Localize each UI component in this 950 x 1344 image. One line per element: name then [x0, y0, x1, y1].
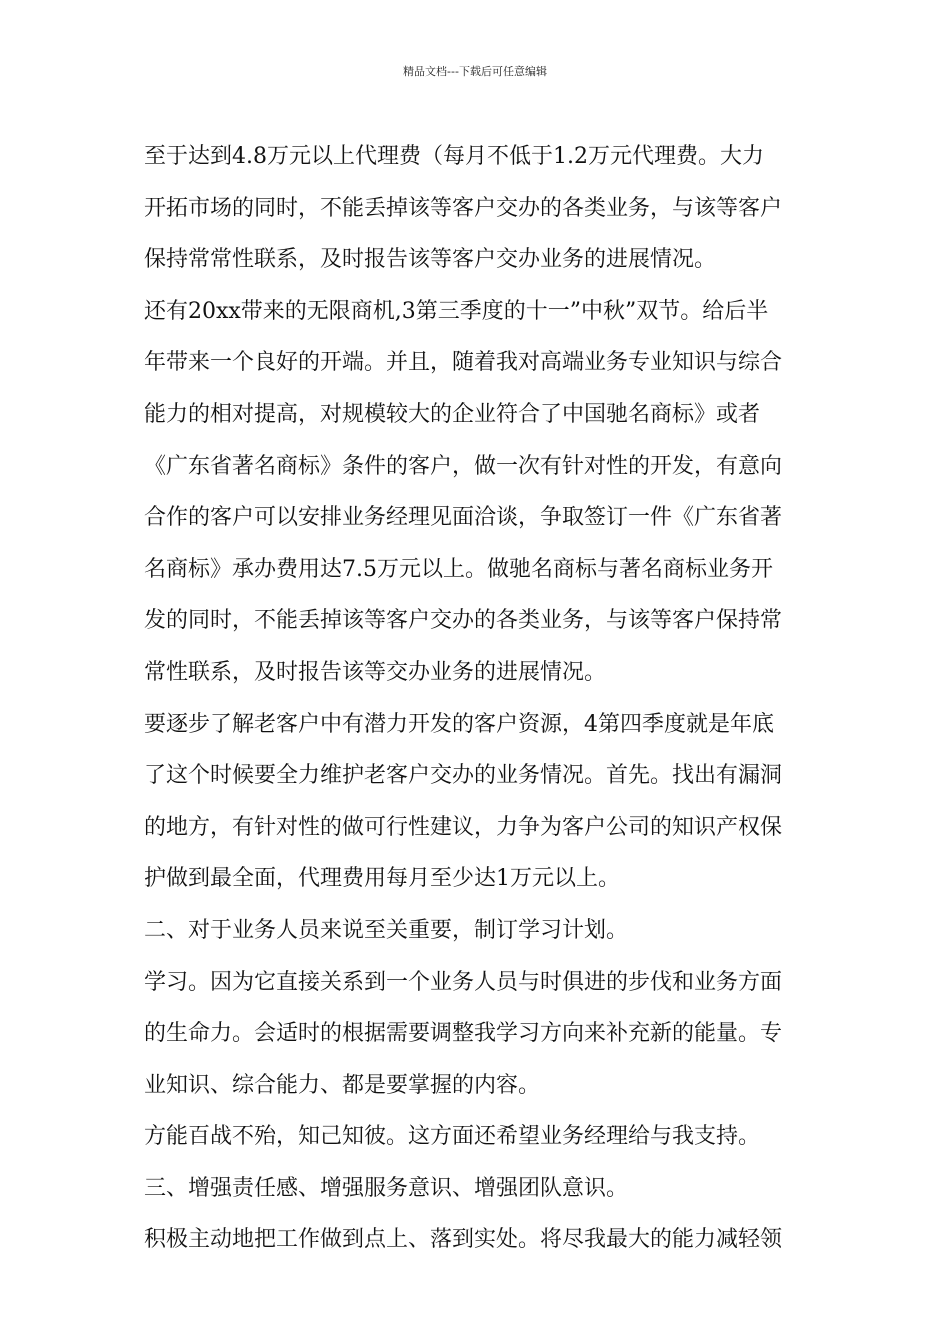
page-header: 精品文档---下载后可任意编辑 — [403, 65, 547, 78]
text-line: 保持常常性联系，及时报告该等客户交办业务的进展情况。 — [144, 247, 717, 273]
text-line: 业知识、综合能力、都是要掌握的内容。 — [144, 1072, 541, 1098]
text-line: 还有20xx带来的无限商机,3第三季度的十一”中秋”双节。给后半 — [144, 298, 769, 324]
document-body — [144, 131, 808, 1266]
text-line: 能力的相对提高，对规模较大的企业符合了中国驰名商标》或者 — [144, 401, 761, 427]
text-line: 常性联系，及时报告该等交办业务的进展情况。 — [144, 659, 607, 685]
text-line: 方能百战不殆，知己知彼。这方面还希望业务经理给与我支持。 — [144, 1124, 761, 1150]
text-line: 的地方，有针对性的做可行性建议，力争为客户公司的知识产权保 — [144, 814, 783, 840]
text-line: 名商标》承办费用达7.5万元以上。做驰名商标与著名商标业务开 — [144, 556, 773, 582]
text-line: 的生命力。会适时的根据需要调整我学习方向来补充新的能量。专 — [144, 1021, 783, 1047]
text-line: 了这个时候要全力维护老客户交办的业务情况。首先。找出有漏洞 — [144, 763, 783, 789]
text-line: 要逐步了解老客户中有潜力开发的客户资源，4第四季度就是年底 — [144, 711, 774, 737]
section-heading: 三、增强责任感、增强服务意识、增强团队意识。 — [144, 1175, 629, 1201]
text-line: 发的同时，不能丢掉该等客户交办的各类业务，与该等客户保持常 — [144, 608, 783, 634]
text-line: 护做到最全面，代理费用每月至少达1万元以上。 — [144, 866, 620, 892]
text-line: 合作的客户可以安排业务经理见面洽谈，争取签订一件《广东省著 — [144, 505, 783, 531]
text-line: 至于达到4.8万元以上代理费（每月不低于1.2万元代理费。大力 — [144, 144, 764, 169]
text-line: 积极主动地把工作做到点上、落到实处。将尽我最大的能力减轻领 — [144, 1227, 783, 1253]
text-line: 《广东省著名商标》条件的客户，做一次有针对性的开发，有意向 — [144, 453, 783, 479]
section-heading: 二、对于业务人员来说至关重要，制订学习计划。 — [144, 917, 629, 943]
text-line: 开拓市场的同时，不能丢掉该等客户交办的各类业务，与该等客户 — [144, 195, 783, 221]
text-line: 年带来一个良好的开端。并且，随着我对高端业务专业知识与综合 — [144, 350, 783, 376]
text-line: 学习。因为它直接关系到一个业务人员与时俱进的步伐和业务方面 — [144, 969, 783, 995]
